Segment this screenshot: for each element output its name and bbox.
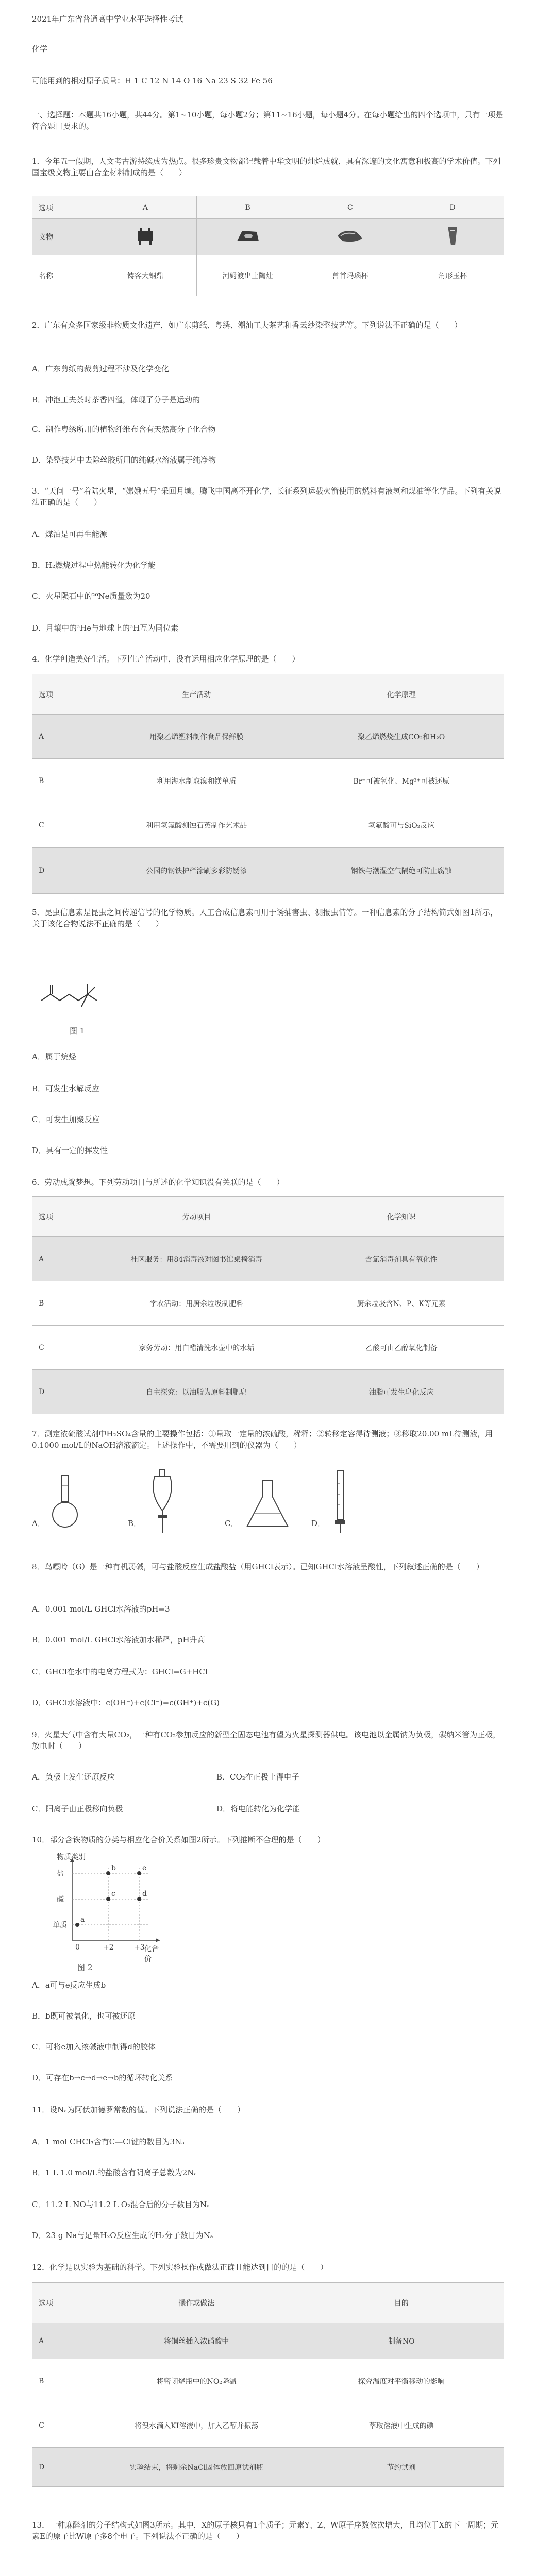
q12-row-option: C <box>32 2403 94 2448</box>
q9-option-d: D．将电能转化为化学能 <box>216 1804 300 1814</box>
q11-stem: 11．设Nₐ为阿伏加德罗常数的值。下列说法正确的是（ ） <box>32 2105 245 2114</box>
q12-row-operation: 将铜丝插入浓硝酸中 <box>94 2323 299 2359</box>
q12-header-cell: 选项 <box>32 2283 94 2323</box>
q6-header-cell: 选项 <box>32 1197 94 1237</box>
q1-name-cell: 兽首玛瑙杯 <box>299 255 401 296</box>
q13-stem: 13．一种麻醉剂的分子结构式如图3所示。其中，X的原子核只有1个质子；元素Y、Z、W原子序数依次增大，且均位于X的下一周期；元素E的原子比W原子多8个电子。下列说法不正确的是（ ） <box>32 2520 499 2541</box>
q4-row-activity: 利用海水制取溴和镁单质 <box>94 759 299 803</box>
q6-row-option: A <box>32 1237 94 1281</box>
q4-header-cell: 化学原理 <box>299 674 504 715</box>
q2-option-d: D．染整技艺中去除丝胶所用的纯碱水溶液属于纯净物 <box>32 455 216 465</box>
q3-stem: 3．“天问一号”着陆火星，“嫦娥五号”采回月壤。腾飞中国离不开化学，长征系列运载火箭使用的燃料有液氢和煤油等化学品。下列有关说法正确的是（ ） <box>32 486 501 507</box>
q4-row-principle: 钢铁与潮湿空气隔绝可防止腐蚀 <box>299 848 504 894</box>
q2-option-b: B．冲泡工夫茶时茶香四溢，体现了分子是运动的 <box>32 395 200 404</box>
q4-table <box>32 674 504 894</box>
agate-cup-icon <box>336 228 364 244</box>
q10-point-b: b <box>111 1864 116 1872</box>
q1-header-cell: 选项 <box>32 196 94 219</box>
q12-header-cell: 目的 <box>299 2283 504 2323</box>
q1-stem: 1．今年五一假期，人文考古游持续成为热点。很多珍贵文物都记载着中华文明的灿烂成就，具有深邃的文化寓意和极高的学术价值。下列国宝级文物主要由合金材料制成的是（ ） <box>32 157 501 177</box>
q5-stem: 5．昆虫信息素是昆虫之间传递信号的化学物质。人工合成信息素可用于诱捕害虫、测报虫情等。一种信息素的分子结构简式如图1所示，关于该化合物说法不正确的是（ ） <box>32 908 498 928</box>
q1-header-cell: A <box>94 196 197 219</box>
q8-option-d: D．GHCl水溶液中：c(OH⁻)+c(Cl⁻)=c(GH⁺)+c(G) <box>32 1698 220 1707</box>
q6-row-option: B <box>32 1281 94 1326</box>
q11-option-b: B．1 L 1.0 mol/L的盐酸含有阴离子总数为2Nₐ <box>32 2168 197 2177</box>
separatory-funnel-icon <box>144 1468 180 1535</box>
q7-label-c: C． <box>225 1519 239 1528</box>
q6-row-task: 自主探究：以油脂为原料制肥皂 <box>94 1370 299 1414</box>
q1-name-cell: 铸客大铜鼎 <box>94 255 197 296</box>
atomic-masses: 可能用到的相对原子质量：H 1 C 12 N 14 O 16 Na 23 S 32 Fe 56 <box>32 76 273 86</box>
q1-name-cell: 河姆渡出土陶灶 <box>196 255 299 296</box>
q3-option-b: B．H₂燃烧过程中热能转化为化学能 <box>32 561 156 570</box>
subject-label: 化学 <box>32 44 48 54</box>
q2-option-c: C．制作粤绣所用的植物纤维布含有天然高分子化合物 <box>32 425 216 434</box>
q10-tick-0: 0 <box>75 1943 80 1952</box>
q6-row-knowledge: 含氯消毒剂具有氧化性 <box>299 1237 504 1281</box>
q9-option-a: A．负极上发生还原反应 <box>32 1772 115 1782</box>
q4-row-activity: 利用氢氟酸刻蚀石英制作艺术品 <box>94 803 299 848</box>
q4-row-activity: 公园的钢铁护栏涂刷多彩防锈漆 <box>94 848 299 894</box>
q6-header-cell: 化学知识 <box>299 1197 504 1237</box>
q3-option-a: A．煤油是可再生能源 <box>32 530 107 539</box>
q1-name-label: 名称 <box>32 255 94 296</box>
q6-row-option: D <box>32 1370 94 1414</box>
q4-header-cell: 生产活动 <box>94 674 299 715</box>
q12-row-purpose: 萃取溶液中生成的碘 <box>299 2403 504 2448</box>
q12-row-option: D <box>32 2448 94 2487</box>
q10-y-axis-label: 物质类别 <box>57 1853 86 1861</box>
q8-option-c: C．GHCl在水中的电离方程式为：GHCl=G+HCl <box>32 1667 208 1676</box>
q1-artifact-image-a <box>94 219 197 255</box>
q12-row-operation: 将密闭烧瓶中的NO₂降温 <box>94 2359 299 2403</box>
q2-stem: 2．广东有众多国家级非物质文化遗产，如广东剪纸、粤绣、潮汕工夫茶艺和香云纱染整技艺等。下列说法不正确的是（ ） <box>32 320 462 330</box>
q12-row-purpose: 节约试剂 <box>299 2448 504 2487</box>
q11-option-d: D．23 g Na与足量H₂O反应生成的H₂分子数目为Nₐ <box>32 2231 213 2240</box>
q7-label-a: A． <box>32 1519 45 1528</box>
q4-row-principle: 氢氟酸可与SiO₂反应 <box>299 803 504 848</box>
q10-point-c: c <box>111 1890 115 1898</box>
q9-option-c: C．阳离子由正极移向负极 <box>32 1804 123 1814</box>
q10-option-a: A．a可与e反应生成b <box>32 1980 106 1990</box>
q1-header-cell: D <box>401 196 504 219</box>
q6-table <box>32 1196 504 1414</box>
q5-option-a: A．属于烷烃 <box>32 1052 76 1061</box>
q4-row-option: A <box>32 715 94 759</box>
q6-row-option: C <box>32 1326 94 1370</box>
q10-category-base: 碱 <box>57 1895 64 1904</box>
q5-option-c: C．可发生加聚反应 <box>32 1115 100 1124</box>
q10-tick-plus3: +3 <box>134 1943 145 1952</box>
q10-tick-plus2: +2 <box>103 1943 114 1952</box>
q12-row-option: A <box>32 2323 94 2359</box>
q5-option-d: D．具有一定的挥发性 <box>32 1146 108 1155</box>
q2-option-a: A．广东剪纸的裁剪过程不涉及化学变化 <box>32 364 169 374</box>
exam-title: 2021年广东省普通高中学业水平选择性考试 <box>32 14 183 24</box>
q1-artifact-image-b <box>196 219 299 255</box>
q10-category-salt: 盐 <box>57 1870 64 1878</box>
q3-option-d: D．月壤中的³He与地球上的³H互为同位素 <box>32 623 179 633</box>
q10-category-element: 单质 <box>53 1921 67 1929</box>
q10-point-a: a <box>80 1916 85 1924</box>
q10-stem: 10．部分含铁物质的分类与相应化合价关系如图2所示。下列推断不合理的是（ ） <box>32 1835 325 1844</box>
q12-row-operation: 将溴水滴入KI溶液中，加入乙醇并振荡 <box>94 2403 299 2448</box>
q6-stem: 6．劳动成就梦想。下列劳动项目与所述的化学知识没有关联的是（ ） <box>32 1178 284 1187</box>
q3-option-c: C．火星陨石中的²⁰Ne质量数为20 <box>32 591 150 601</box>
q6-row-task: 家务劳动：用白醋清洗水壶中的水垢 <box>94 1326 299 1370</box>
q12-row-option: B <box>32 2359 94 2403</box>
q4-row-activity: 用聚乙烯塑料制作食品保鲜膜 <box>94 715 299 759</box>
q5-figure-label: 图 1 <box>70 1026 85 1036</box>
q4-row-principle: Br⁻可被氧化、Mg²⁺可被还原 <box>299 759 504 803</box>
q4-row-principle: 聚乙烯燃烧生成CO₂和H₂O <box>299 715 504 759</box>
volumetric-flask-icon <box>49 1473 80 1530</box>
q13-structure-figure <box>36 2573 134 2576</box>
q4-row-option: C <box>32 803 94 848</box>
q6-row-task: 学农活动：用厨余垃圾制肥料 <box>94 1281 299 1326</box>
q6-row-knowledge: 乙酸可由乙醇氧化制备 <box>299 1326 504 1370</box>
q10-option-d: D．可存在b→c→d→e→b的循环转化关系 <box>32 2073 173 2082</box>
q10-point-d: d <box>142 1890 147 1898</box>
q10-x-axis-label: 化合价 <box>144 1945 159 1963</box>
q5-structure-figure <box>36 970 129 1026</box>
q10-option-b: B．b既可被氧化，也可被还原 <box>32 2011 136 2021</box>
q4-stem: 4．化学创造美好生活。下列生产活动中，没有运用相应化学原理的是（ ） <box>32 654 300 664</box>
q1-name-cell: 角形玉杯 <box>401 255 504 296</box>
q6-header-cell: 劳动项目 <box>94 1197 299 1237</box>
q4-row-option: B <box>32 759 94 803</box>
q8-stem: 8．鸟嘌呤（G）是一种有机弱碱，可与盐酸反应生成盐酸盐（用GHCl表示）。已知GHCl水溶液呈酸性，下列叙述正确的是（ ） <box>32 1562 484 1571</box>
q12-table <box>32 2282 504 2487</box>
q8-option-a: A．0.001 mol/L GHCl水溶液的pH=3 <box>32 1604 170 1614</box>
q6-row-knowledge: 油脂可发生皂化反应 <box>299 1370 504 1414</box>
q12-header-cell: 操作或做法 <box>94 2283 299 2323</box>
bronze-ding-icon <box>135 226 156 246</box>
q1-header-cell: C <box>299 196 401 219</box>
q5-option-b: B．可发生水解反应 <box>32 1084 100 1093</box>
q4-row-option: D <box>32 848 94 894</box>
q10-figure-label: 图 2 <box>77 1963 93 1972</box>
q6-row-knowledge: 厨余垃圾含N、P、K等元素 <box>299 1281 504 1326</box>
q9-stem: 9．火星大气中含有大量CO₂，一种有CO₂参加反应的新型全固态电池有望为火星探测器供电。该电池以金属钠为负极，碳纳米管为正极，放电时（ ） <box>32 1730 501 1751</box>
q11-option-c: C．11.2 L NO与11.2 L O₂混合后的分子数目为Nₐ <box>32 2200 210 2209</box>
jade-horn-cup-icon <box>445 225 460 247</box>
q11-option-a: A．1 mol CHCl₃含有C—Cl键的数目为3Nₐ <box>32 2137 185 2146</box>
q9-option-b: B．CO₂在正极上得电子 <box>216 1772 299 1782</box>
q10-point-e: e <box>142 1864 147 1872</box>
q10-diagram <box>41 1853 165 1963</box>
q1-table <box>32 196 504 296</box>
q12-row-operation: 实验结束，将剩余NaCl固体放回原试剂瓶 <box>94 2448 299 2487</box>
pottery-stove-icon <box>235 227 261 245</box>
q10-option-c: C．可将e加入浓碱液中制得d的胶体 <box>32 2042 156 2052</box>
q6-row-task: 社区服务：用84消毒液对图书馆桌椅消毒 <box>94 1237 299 1281</box>
q12-row-purpose: 探究温度对平衡移动的影响 <box>299 2359 504 2403</box>
q12-stem: 12．化学是以实验为基础的科学。下列实验操作或做法正确且能达到目的的是（ ） <box>32 2263 328 2272</box>
q1-artifact-image-c <box>299 219 401 255</box>
q8-option-b: B．0.001 mol/L GHCl水溶液加水稀释，pH升高 <box>32 1635 205 1645</box>
q1-header-cell: B <box>196 196 299 219</box>
q7-stem: 7．测定浓硫酸试剂中H₂SO₄含量的主要操作包括：①量取一定量的浓硫酸，稀释；②转移定容得待测液；③移取20.00 mL待测液，用0.1000 mol/L的NaOH溶液滴定。上述操作中，不需要用到的仪器为（ ） <box>32 1429 493 1450</box>
q1-row-label: 文物 <box>32 219 94 255</box>
part1-instructions: 一、选择题：本题共16小题，共44分。第1~10小题，每小题2分；第11~16小题，每小题4分。在每小题给出的四个选项中，只有一项是符合题目要求的。 <box>32 110 504 131</box>
conical-flask-icon <box>244 1478 291 1529</box>
q7-label-b: B． <box>128 1519 142 1528</box>
q12-row-purpose: 制备NO <box>299 2323 504 2359</box>
q7-label-d: D． <box>311 1519 326 1528</box>
q1-artifact-image-d <box>401 219 504 255</box>
burette-icon <box>330 1468 350 1535</box>
q4-header-cell: 选项 <box>32 674 94 715</box>
